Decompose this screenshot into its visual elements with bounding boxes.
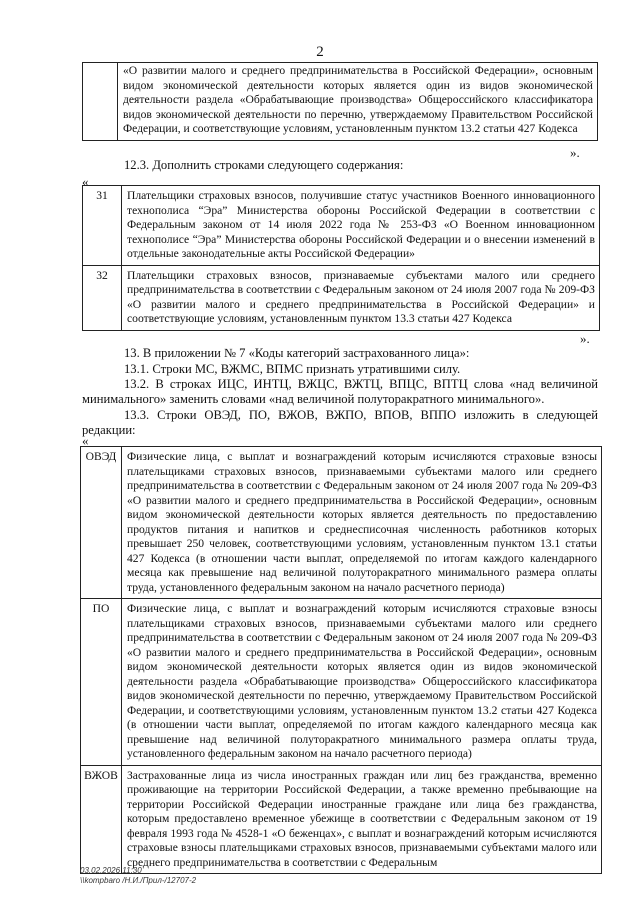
row-code: ПО xyxy=(81,599,122,766)
item-13-2-text: 13.2. В строках ИЦС, ИНТЦ, ВЖЦС, ВЖТЦ, ВПЦС, ВПТЦ слова «над величиной минимального» заменить словами «над величиной полуторакратного минимального». xyxy=(82,377,598,406)
item-13: 13. В приложении № 7 «Коды категорий застрахованного лица»: xyxy=(124,346,470,360)
continued-table xyxy=(82,62,598,141)
row-text: Физические лица, с выплат и вознаграждений которым исчисляются страховые взносы плательщиками страховых взносов, признаваемыми субъектами малого или среднего предпринимательства в соответствии с Федеральным законом от 24 июля 2007 года № 209-ФЗ «О развитии малого и среднего предпринимательства в Российской Федерации», основным видом экономической деятельности которых является деятельность по предоставлению продуктов питания и напитков и среднесписочная численность работников которых превышает 250 человек, соответствующими условиям, установленным пунктом 13.1 статьи 427 Кодекса (в отношении части выплат, определяемой по итогам каждого календарного месяца как превышение над величиной полуторакратного минимального размера оплаты труда, установленного федеральным законом на начало расчетного периода) xyxy=(122,447,602,599)
row-code: 31 xyxy=(83,186,122,266)
item-12-3: 12.3. Дополнить строками следующего содержания: xyxy=(124,158,404,172)
table-row xyxy=(83,265,600,330)
table-row xyxy=(83,63,598,141)
item-13-1: 13.1. Строки МС, ВЖМС, ВПМС признать утратившими силу. xyxy=(124,362,461,376)
item-13-2 xyxy=(82,377,598,407)
table-row xyxy=(81,765,602,874)
rows-table-12-3 xyxy=(82,185,600,331)
row-text: Плательщики страховых взносов, признаваемые субъектами малого или среднего предпринимательства в соответствии с Федеральным законом от 24 июля 2007 года № 209-ФЗ «О развитии малого и среднего предпринимательства в Российской Федерации» и соответствующие условиям, установленным пунктом 13.3 статьи 427 Кодекса xyxy=(122,265,600,330)
page-number: 2 xyxy=(316,44,324,60)
row-text: Застрахованные лица из числа иностранных граждан или лиц без гражданства, временно проживающие на территории Российской Федерации, а также временно пребывающие на территории Российской Федерации иностранные граждане или лица без гражданства, которым предоставлено временное убежище в соответствии с Федеральным законом от 19 февраля 1993 года № 4528-1 «О беженцах», с выплат и вознаграждений которым исчисляются страховые взносы плательщиками страховых взносов, признаваемыми субъектами малого или среднего предпринимательства в соответствии с Федеральным xyxy=(122,765,602,874)
table-row xyxy=(81,447,602,599)
row-text-cell: «О развитии малого и среднего предпринимательства в Российской Федерации», основным видом экономической деятельности которых является один из видов экономической деятельности раздела «Обрабатывающие производства» Общероссийского классификатора видов экономической деятельности по перечню, утверждаемому Правительством Российской Федерации, и соответствующие условиям, установленным пунктом 13.2 статьи 427 Кодекса xyxy=(118,63,598,141)
item-13-3-text: 13.3. Строки ОВЭД, ПО, ВЖОВ, ВЖПО, ВПОВ, ВППО изложить в следующей редакции: xyxy=(82,408,598,437)
footer-file-path: \\kompbaro /Н.И./Прил-/12707-2 xyxy=(80,876,197,885)
row-text: Физические лица, с выплат и вознаграждений которым исчисляются страховые взносы плательщиками страховых взносов, признаваемыми субъектами малого или среднего предпринимательства в соответствии с Федеральным законом от 24 июля 2007 года № 209-ФЗ «О развитии малого и среднего предпринимательства в Российской Федерации», основным видом экономической деятельности которых является один из видов экономической деятельности раздела «Обрабатывающие производства» Общероссийского классификатора видов экономической деятельности по перечню, утверждаемому Правительством Российской Федерации, и соответствующими условиям, установленным пунктом 13.2 статьи 427 Кодекса (в отношении части выплат, определяемой по итогам каждого календарного месяца как превышение над величиной полуторакратного минимального размера оплаты труда, установленного федеральным законом на начало расчетного периода) xyxy=(122,599,602,766)
row-code-cell xyxy=(83,63,118,141)
table-row xyxy=(83,186,600,266)
close-quote: ». xyxy=(580,331,590,346)
row-code: ОВЭД xyxy=(81,447,122,599)
item-13-3 xyxy=(82,408,598,438)
row-code: ВЖОВ xyxy=(81,765,122,874)
open-quote: « xyxy=(82,174,89,189)
row-text: Плательщики страховых взносов, получившие статус участников Военного инновационного технополиса “Эра” Министерства обороны Российской Федерации в соответствии с Федеральным законом от 14 июля 2022 года № 253-ФЗ «О Военном инновационном технополисе “Эра” Министерства обороны Российской Федерации и о внесении изменений в отдельные законодательные акты Российской Федерации» xyxy=(122,186,600,266)
open-quote: « xyxy=(82,433,89,448)
rows-table-13-3 xyxy=(80,446,602,874)
table-row xyxy=(81,599,602,766)
close-quote: ». xyxy=(570,145,580,160)
row-code: 32 xyxy=(83,265,122,330)
footer-date: 03.02.2026 11:30 xyxy=(80,866,142,875)
